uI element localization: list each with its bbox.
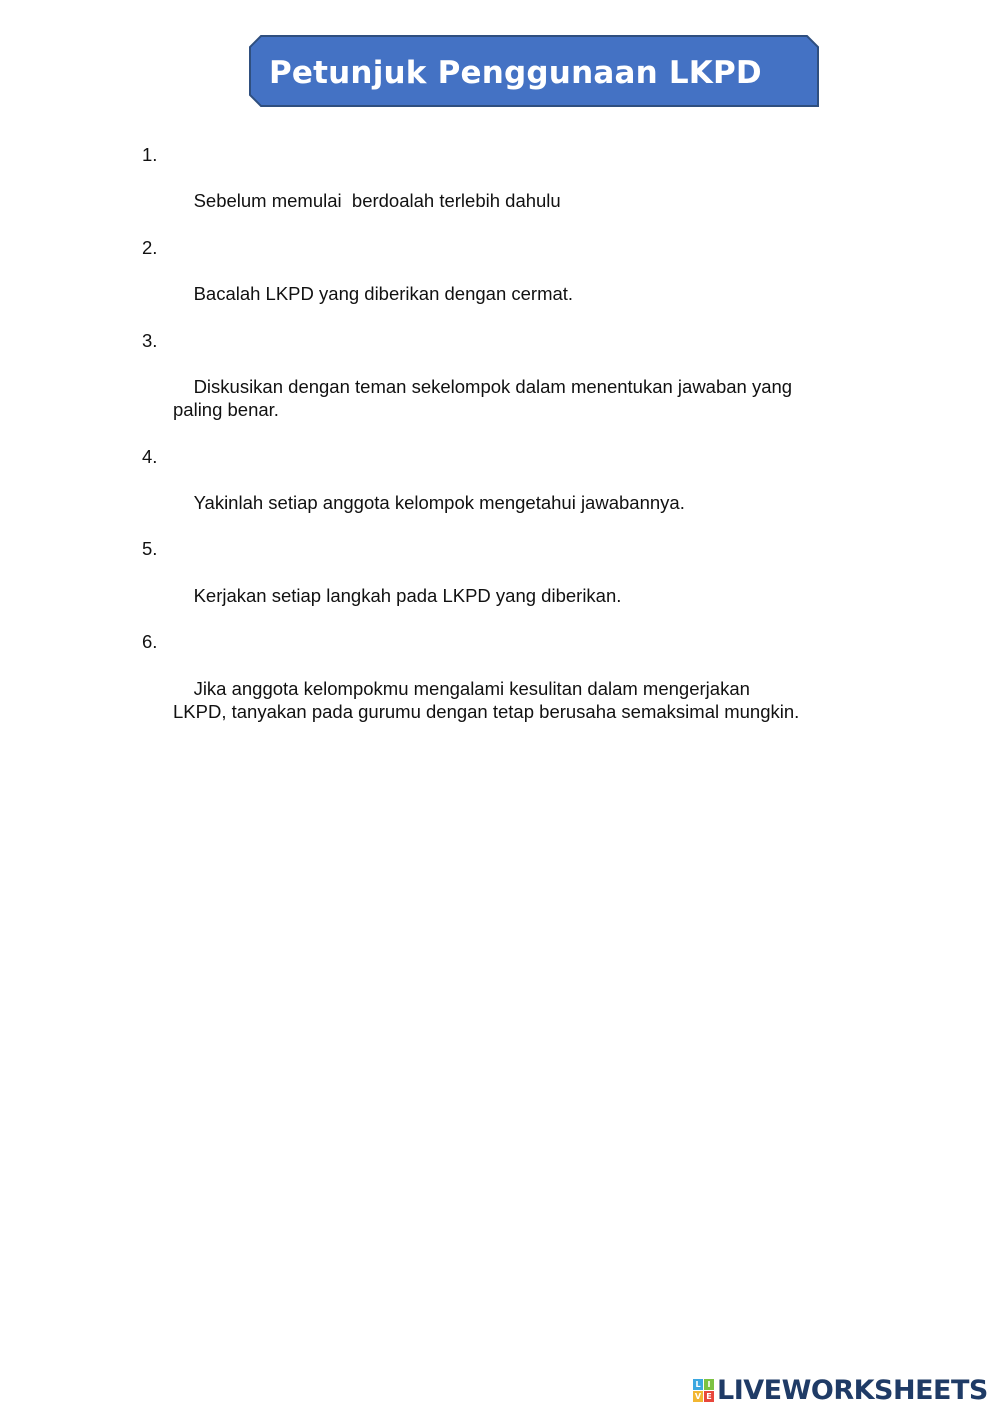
liveworksheets-brand-text: LIVEWORKSHEETS xyxy=(717,1374,988,1406)
logo-icon-cell: V xyxy=(694,1391,702,1401)
logo-icon-cell: E xyxy=(704,1391,714,1402)
logo-icon-cell: L xyxy=(693,1379,703,1390)
list-item-text: Yakinlah setiap anggota kelompok mengetahui jawabannya. xyxy=(193,492,685,514)
list-item xyxy=(142,329,802,445)
list-item xyxy=(142,630,802,746)
list-item-number: 4. xyxy=(142,445,158,467)
list-item-number: 1. xyxy=(142,144,158,165)
list-item xyxy=(142,445,802,538)
list-item-number: 3. xyxy=(142,329,158,351)
logo-icon-cell: I xyxy=(704,1379,714,1390)
list-item-text: Diskusikan dengan teman sekelompok dalam menentukan jawaban yang paling benar. xyxy=(173,376,798,421)
list-item-text: Kerjakan setiap langkah pada LKPD yang diberikan. xyxy=(193,584,622,606)
liveworksheets-logo-icon xyxy=(693,1379,714,1402)
list-item-text: Jika anggota kelompokmu mengalami kesulitan dalam mengerjakan LKPD, tanyakan pada gurumu dengan tetap berusaha semaksimal mungkin. xyxy=(173,677,800,722)
liveworksheets-logo[interactable] xyxy=(693,1374,988,1406)
instruction-list xyxy=(142,143,802,746)
list-item-number: 2. xyxy=(142,236,158,258)
list-item xyxy=(142,236,802,329)
list-item xyxy=(142,143,802,236)
title-banner xyxy=(249,35,819,107)
list-item xyxy=(142,537,802,630)
list-item-number: 6. xyxy=(142,631,158,653)
list-item-text: Bacalah LKPD yang diberikan dengan cermat. xyxy=(193,283,574,305)
list-item-text: Sebelum memulai berdoalah terlebih dahulu xyxy=(193,190,561,212)
page-title: Petunjuk Penggunaan LKPD xyxy=(269,55,762,91)
list-item-number: 5. xyxy=(142,538,158,560)
